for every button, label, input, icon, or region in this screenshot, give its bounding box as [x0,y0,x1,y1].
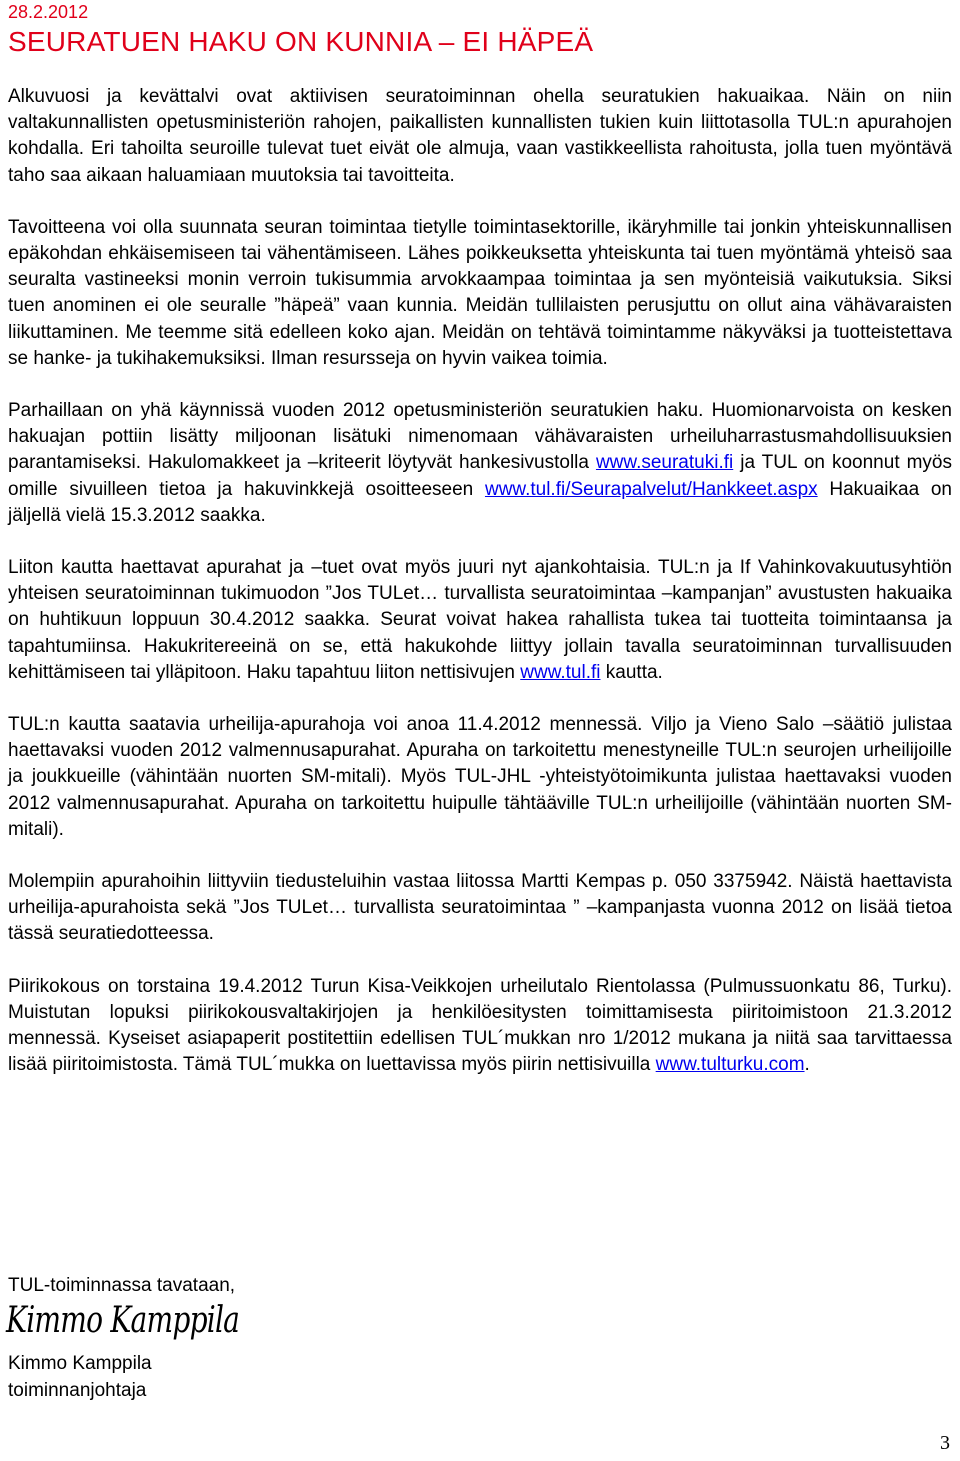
paragraph-text: Tavoitteena voi olla suunnata seuran toimintaa tietylle toimintasektorille, ikäryhmille tai jonkin yhteiskunnallisen epäkohdan ehkäisemiseen tai vähentämiseen. Lähes poikkeuksetta yhteiskunta tai tuen myöntämä yhteisö saa seuralta vastineeksi monin verroin tukisummia arvokkaampaa toimintaa ja sen myönteisiä vaikutuksia. Siksi tuen anominen ei ole seuralle ”häpeä” vaan kunnia. Meidän tullilaisten perusjuttu on ollut aina vähävaraisten liikuttaminen. Me teemme sitä edelleen koko ajan. Meidän on tehtävä toimintamme näkyväksi ja tuotteistettava se hanke- ja tukihakemuksiksi. Ilman resursseja on hyvin vaikea toimia. [8,216,952,369]
link[interactable]: www.tulturku.com [655,1054,805,1076]
paragraph [8,974,952,1079]
article-body [8,84,952,1105]
paragraph [8,215,952,372]
paragraph-text: Parhaillaan on yhä käynnissä vuoden 2012 opetusministeriön seuratukien haku. Huomionarvoista on kesken hakuajan pottiin lisätty miljoonan lisätuki nimenomaan vähävaraisten urheiluharrastusmahdollisuuksien parantamiseksi. Hakulomakkeet ja –kriteerit löytyvät hankesivustolla [8,400,952,474]
document-date: 28.2.2012 [8,2,89,22]
page-title: SEURATUEN HAKU ON KUNNIA – EI HÄPEÄ [8,26,594,57]
signer-block [8,1350,152,1404]
paragraph-text: Molempiin apurahoihin liittyviin tiedusteluihin vastaa liitossa Martti Kempas p. 050 3375942. Näistä haettavista urheilija-apurahoista sekä ”Jos TULet… turvallista seuratoimintaa ” –kampanjasta vuonna 2012 on lisää tietoa tässä seuratiedotteessa. [8,871,952,945]
paragraph-text: TUL:n kautta saatavia urheilija-apurahoja voi anoa 11.4.2012 mennessä. Viljo ja Vieno Salo –säätiö julistaa haettavaksi vuoden 2012 valmennusapurahat. Apuraha on tarkoitettu menestyneille TUL:n seurojen urheilijoille ja joukkueille (vähintään nuorten SM-mitali). Myös TUL-JHL -yhteistyötoimikunta julistaa haettavaksi vuoden 2012 valmennusapurahat. Apuraha on tarkoitettu huipulle tähtääville TUL:n urheilijoille (vähintään nuorten SM-mitali). [8,714,952,840]
link[interactable]: www.tul.fi/Seurapalvelut/Hankkeet.aspx [484,478,818,500]
paragraph-text: ja TUL on koonnut myös omille sivuilleen tietoa ja hakuvinkkejä osoitteeseen [8,452,952,500]
signer-role: toiminnanjohtaja [8,1380,147,1401]
paragraph [8,398,952,529]
paragraph [8,84,952,189]
page-number: 3 [940,1432,950,1454]
paragraph-text: kautta. [600,661,663,683]
paragraph-text: Piirikokous on torstaina 19.4.2012 Turun Kisa-Veikkojen urheilutalo Rientolassa (Pulmussuonkatu 86, Turku). Muistutan lopuksi piirikokousvaltakirjojen ja henkilöesitysten toimittamisesta piiritoimistoon 21.3.2012 mennessä. Kyseiset asiapaperit postitettiin edellisen TUL´mukkan nro 1/2012 mukana ja niitä saa tarvittaessa lisää piiritoimistosta. Tämä TUL´mukka on luettavissa myös piirin nettisivuilla [8,975,952,1076]
paragraph [8,869,952,948]
paragraph-text: Hakuaikaa on jäljellä vielä 15.3.2012 saakka. [8,478,952,526]
signer-name: Kimmo Kamppila [8,1353,152,1374]
link[interactable]: www.seuratuki.fi [595,452,734,474]
paragraph-text: Alkuvuosi ja kevättalvi ovat aktiivisen seuratoiminnan ohella seuratukien hakuaikaa. Näin on niin valtakunnallisten opetusministeriön rahojen, paikallisten kunnallisten tukien kuin liittotasolla TUL:n apurahojen kohdalla. Eri tahoilta seuroille tulevat tuet eivät ole almuja, vaan vastikkeellista rahoitusta, jolla tuen myöntävä taho saa aikaan haluamiaan muutoksia tai tavoitteita. [8,86,952,186]
link[interactable]: www.tul.fi [520,661,601,683]
paragraph [8,712,952,843]
paragraph-text: . [804,1054,810,1076]
paragraph-text: Liiton kautta haettavat apurahat ja –tuet ovat myös juuri nyt ajankohtaisia. TUL:n ja If Vahinkovakuutusyhtiön yhteisen seuratoiminnan tukimuodon ”Jos TULet… turvallista seuratoimintaa –kampanjan” avustusten hakuaika on huhtikuun loppuun 30.4.2012 saakka. Seurat voivat hakea rahallista tukea tai tuotteita toimintaansa ja tapahtumiinsa. Hakukritereeinä on se, että hakukohde liittyy jollain tavalla seuratoiminnan turvallisuuden kehittämiseen tai ylläpitoon. Haku tapahtuu liiton nettisivujen [8,557,952,683]
signature-image: Kimmo Kamppila [6,1300,240,1341]
closing-greeting: TUL-toiminnassa tavataan, [8,1275,236,1296]
paragraph [8,555,952,686]
